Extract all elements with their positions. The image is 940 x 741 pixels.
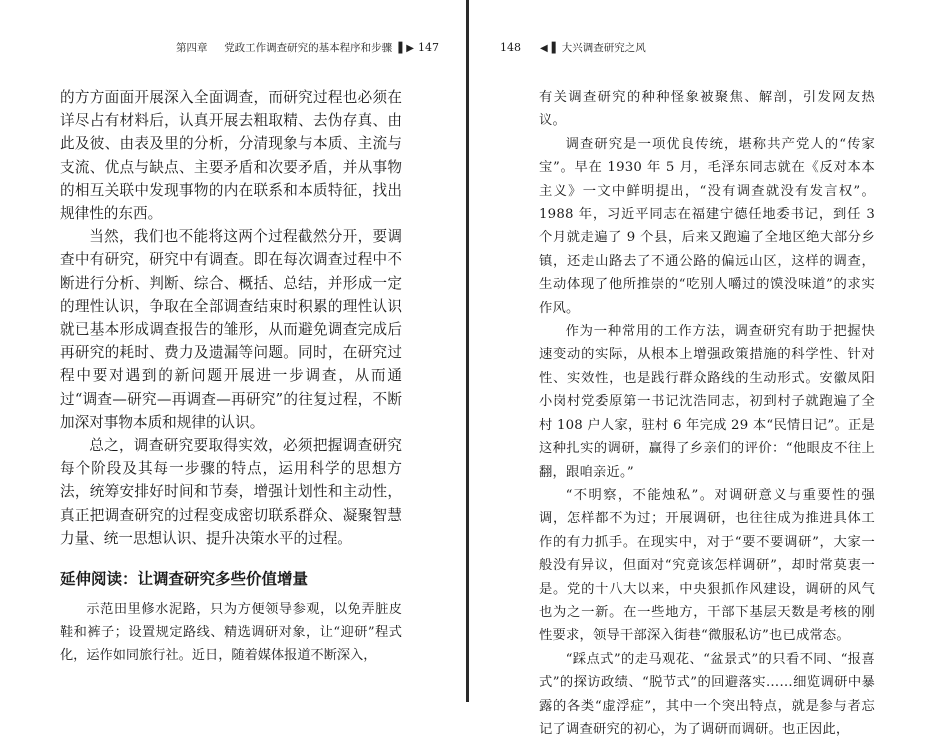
extended-reading-heading: 延伸阅读：让调查研究多些价值增量 [60,570,309,589]
extended-reading-text: 示范田里修水泥路，只为方便领导参观，以免弄脏皮鞋和裤子；设置规定路线、精选调研对象，让“迎研”程式化，运作如同旅行社。近日，随着媒体报道不断深入， [60,602,402,664]
paragraph: 调查研究是一项优良传统，堪称共产党人的“传家宝”。早在 1930 年 5 月，毛泽东同志就在《反对本本主义》一文中鲜明提出，“没有调查就没有发言权”。1988 年，习近平同志在福建宁德任地委书记，到任 3 个月就走遍了 9 个县，后来又跑遍了全地区绝大部分乡镇，还走山路去了不通公路的偏远山区，这样的调查，生动体现了他所推崇的“吃别人嚼过的馍没味道”的求实作风。 [539,136,875,316]
paragraph: 的方方面面开展深入全面调查，而研究过程也必须在详尽占有材料后，认真开展去粗取精、去伪存真、由此及彼、由表及里的分析，分清现象与本质、主流与支流、优点与缺点、主要矛盾和次要矛盾，并从事物的相互关联中发现事物的内在联系和本质特征，找出规律性的东西。 [60,89,402,223]
paragraph: “踩点式”的走马观花、“盆景式”的只看不同、“报喜式”的探访政绩、“脱节式”的回避落实……细览调研中暴露的各类“虚浮症”，其中一个突出特点，就是参与者忘记了调查研究的初心，为了调研而调研。也正因此， [539,651,875,737]
paragraph: 总之，调查研究要取得实效，必须把握调查研究每个阶段及其每一步骤的特点，运用科学的思想方法，统筹安排好时间和节奏，增强计划性和主动性，真正把调查研究的过程变成密切联系群众、凝聚智慧力量、统一思想认识、提升决策水平的过程。 [60,437,402,547]
book-title: 大兴调查研究之风 [561,42,646,54]
right-running-header [537,40,646,57]
prev-page-marker-icon: ◀▐ [540,43,556,54]
chapter-label: 第四章 [176,42,208,54]
paragraph: 当然，我们也不能将这两个过程截然分开，要调查中有研究，研究中有调查。即在每次调查过程中不断进行分析、判断、综合、概括、总结，并形成一定的理性认识，争取在全部调查结束时积累的理性认识就已基本形成调查报告的雏形，从而避免调查完成后再研究的耗时、费力及遗漏等问题。同时，在研究过程中要对遇到的新问题开展进一步调查，从而通过“调查—研究—再调查—再研究”的往复过程，不断加深对事物本质和规律的认识。 [60,228,402,431]
next-page-marker-icon: ▌▶ [398,43,414,54]
left-page [0,0,466,702]
paragraph: 有关调查研究的种种怪象被聚焦、解剖，引发网友热议。 [539,90,875,129]
paragraph: “不明察，不能烛私”。对调研意义与重要性的强调，怎样都不为过；开展调研，也往往成为推进具体工作的有力抓手。在现实中，对于“要不要调研”，大家一般没有异议，但面对“究竟该怎样调研”，却时常莫衷一是。党的十八大以来，中央狠抓作风建设，调研的风气也为之一新。在一些地方，干部下基层天数是考核的刚性要求，领导干部深入街巷“微服私访”也已成常态。 [539,487,875,644]
chapter-title: 党政工作调查研究的基本程序和步骤 [224,42,393,54]
left-body [60,86,402,667]
left-running-header [176,40,417,57]
left-page-number: 147 [418,41,439,54]
right-body [539,86,875,741]
right-page [469,0,940,737]
paragraph: 作为一种常用的工作方法，调查研究有助于把握快速变动的实际，从根本上增强政策措施的科学性、针对性、实效性，也是践行群众路线的生动形式。安徽凤阳小岗村党委原第一书记沈浩同志，初到村子就跑遍了全村 108 户人家，驻村 6 年完成 29 本“民情日记”。正是这种扎实的调研，赢得了乡亲们的评价：“他眼皮不往上翻，跟咱亲近。” [539,324,875,480]
right-page-number: 148 [500,41,521,54]
